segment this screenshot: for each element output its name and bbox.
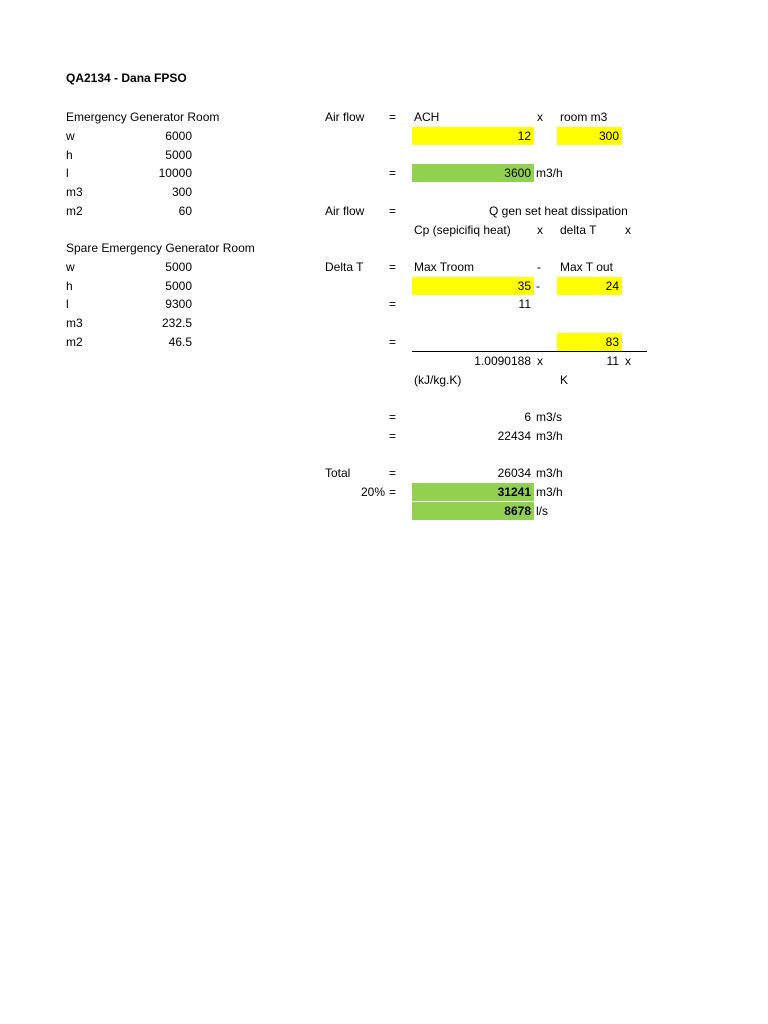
- pct-value: 31241: [497, 485, 531, 499]
- troom-value: 35: [517, 279, 531, 293]
- tout-value: 24: [605, 279, 619, 293]
- multiply-sign: x: [625, 223, 631, 237]
- cp-unit: (kJ/kg.K): [414, 373, 462, 387]
- emergency-room-heading: Emergency Generator Room: [66, 110, 220, 124]
- airflow-label: Air flow: [325, 110, 365, 124]
- airflow2-label: Air flow: [325, 204, 365, 218]
- equals-sign: =: [389, 166, 397, 180]
- unit-ls: l/s: [536, 504, 548, 518]
- spare-w-label: w: [66, 260, 75, 274]
- equals-sign: =: [389, 335, 397, 349]
- q-value: 83: [605, 335, 619, 349]
- pct-label: 20%: [360, 485, 385, 499]
- unit-m3h: m3/h: [536, 429, 563, 443]
- multiply-sign: x: [537, 354, 543, 368]
- equals-sign: =: [389, 485, 397, 499]
- room-m3-value: 300: [598, 129, 619, 143]
- equals-sign: =: [389, 110, 397, 124]
- m3s-value: 6: [524, 410, 531, 424]
- room-m3-label: room m3: [560, 110, 608, 124]
- ach-label: ACH: [414, 110, 440, 124]
- equals-sign: =: [389, 429, 397, 443]
- multiply-sign: x: [537, 110, 543, 124]
- spare-l-value: 9300: [165, 297, 192, 311]
- spare-room-heading: Spare Emergency Generator Room: [66, 241, 255, 255]
- cp-value: 1.0090188: [474, 354, 531, 368]
- equals-sign: =: [389, 297, 397, 311]
- multiply-sign: x: [537, 223, 543, 237]
- delta-t-label: delta T: [560, 223, 597, 237]
- airflow-result-value: 3600: [504, 166, 531, 180]
- delta-value: 11: [518, 297, 531, 311]
- emergency-h-label: h: [66, 148, 73, 162]
- k-unit: K: [560, 373, 569, 387]
- unit-m3h: m3/h: [536, 166, 563, 180]
- spare-m3-value: 232.5: [161, 316, 192, 330]
- cp-label: Cp (sepicifiq heat): [414, 223, 511, 237]
- emergency-m2-value: 60: [178, 204, 192, 218]
- max-troom-label: Max Troom: [414, 260, 475, 274]
- delta-t-row-label: Delta T: [325, 260, 364, 274]
- max-tout-label: Max T out: [560, 260, 613, 274]
- spare-l-label: l: [66, 297, 69, 311]
- unit-m3h: m3/h: [536, 466, 563, 480]
- total-value: 26034: [497, 466, 531, 480]
- spare-w-value: 5000: [165, 260, 192, 274]
- unit-m3s: m3/s: [536, 410, 563, 424]
- emergency-m3-value: 300: [171, 185, 192, 199]
- spare-h-label: h: [66, 279, 73, 293]
- emergency-m2-label: m2: [66, 204, 83, 218]
- equals-sign: =: [389, 204, 397, 218]
- equals-sign: =: [389, 260, 397, 274]
- ls-value: 8678: [504, 504, 531, 518]
- equals-sign: =: [389, 466, 397, 480]
- emergency-h-value: 5000: [165, 148, 192, 162]
- multiply-sign: x: [625, 354, 631, 368]
- spare-m2-value: 46.5: [168, 335, 192, 349]
- minus-sign: -: [536, 279, 540, 293]
- equals-sign: =: [389, 410, 397, 424]
- document-title: QA2134 - Dana FPSO: [66, 71, 187, 85]
- unit-m3h: m3/h: [536, 485, 563, 499]
- total-label: Total: [325, 466, 351, 480]
- emergency-w-value: 6000: [165, 129, 192, 143]
- spare-h-value: 5000: [165, 279, 192, 293]
- m3h-value: 22434: [497, 429, 531, 443]
- emergency-w-label: w: [66, 129, 75, 143]
- ach-value: 12: [517, 129, 531, 143]
- dt-value: 11: [606, 354, 619, 368]
- emergency-l-value: 10000: [158, 166, 192, 180]
- spare-m2-label: m2: [66, 335, 83, 349]
- emergency-m3-label: m3: [66, 185, 83, 199]
- minus-sign: -: [537, 260, 541, 274]
- spare-m3-label: m3: [66, 316, 83, 330]
- q-heat-label: Q gen set heat dissipation: [489, 204, 628, 218]
- emergency-l-label: l: [66, 166, 69, 180]
